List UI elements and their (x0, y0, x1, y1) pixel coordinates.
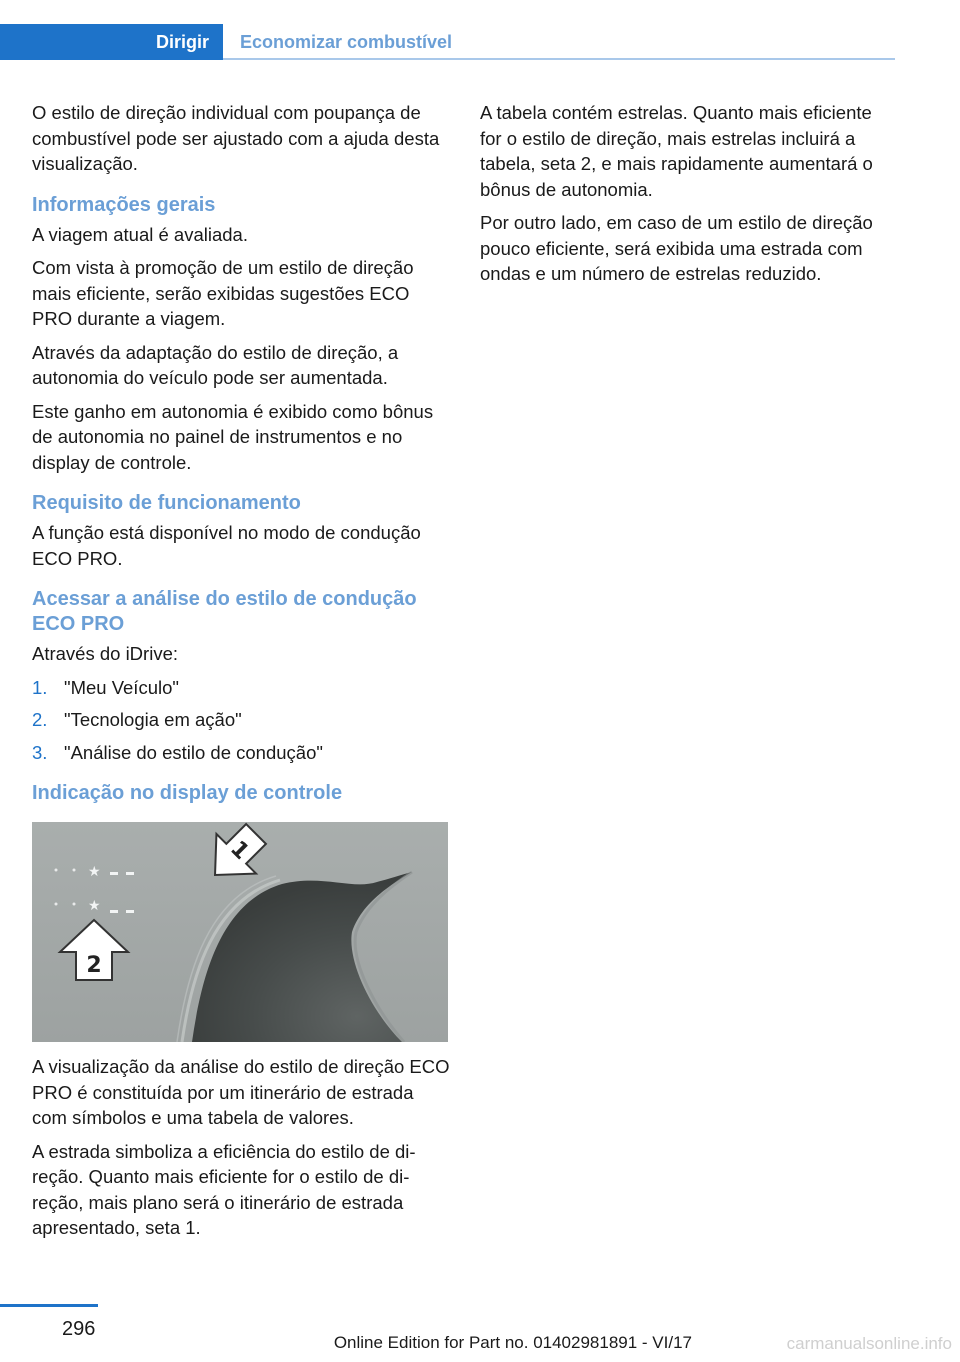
step-number: 3. (32, 741, 48, 763)
paragraph: A tabela contém estrelas. Quanto mais eficiente for o estilo de direção, mais estrelas incluirá a tabela, seta 2, e mais rapidamente aumentará o bônus de autonomia. (480, 102, 873, 200)
right-column (480, 100, 890, 295)
step-number: 1. (32, 676, 48, 698)
step-text: "Meu Veículo" (64, 676, 179, 698)
svg-text:★: ★ (88, 864, 101, 880)
page-header (0, 24, 895, 62)
list-item (32, 675, 450, 701)
section-label: Dirigir (155, 32, 209, 52)
step-text: "Análise do estilo de condução" (64, 741, 323, 763)
footer-rule (0, 1304, 98, 1307)
paragraph: Por outro lado, em caso de um estilo de direção pouco eficiente, será exibida uma estrada com ondas e um número de estrelas reduzido. (480, 212, 873, 284)
steps-list (32, 675, 450, 766)
page-number: 296 (62, 1318, 96, 1340)
eco-pro-display-figure (32, 822, 448, 1042)
intro-paragraph: O estilo de direção individual com poupança de combustível pode ser ajustado com a ajuda desta visualização. (32, 102, 440, 174)
heading-access: Acessar a análise do estilo de condução ECO PRO (32, 588, 417, 635)
paragraph: Este ganho em autonomia é exibido como bônus de autonomia no painel de instrumentos e no display de controle. (32, 400, 434, 473)
edition-note: Online Edition for Part no. 01402981891 - VI/17 (333, 1333, 692, 1352)
paragraph: Através da adaptação do estilo de direção, a autonomia do veículo pode ser aumentada. (32, 341, 399, 388)
svg-text:★: ★ (88, 898, 101, 914)
header-rule (223, 58, 895, 60)
heading-display: Indicação no display de controle (32, 782, 343, 804)
watermark: carmanualsonline.info (786, 1334, 952, 1353)
road-illustration (32, 822, 448, 1042)
list-item (32, 707, 450, 733)
paragraph: Através do iDrive: (32, 643, 178, 664)
paragraph: A estrada simboliza a eficiência do estilo de direção. Quanto mais eficiente for o estilo de direção, mais plano será o itinerário de estrada apresentado, seta 1. (32, 1140, 416, 1238)
paragraph: Com vista à promoção de um estilo de direção mais eficiente, serão exibidas sugestões ECO PRO durante a viagem. (32, 257, 414, 329)
arrow-1-label: 1 (225, 836, 254, 865)
left-column (32, 100, 450, 1249)
step-number: 2. (32, 709, 48, 730)
paragraph: A viagem atual é avaliada. (32, 223, 248, 245)
heading-general: Informações gerais (32, 193, 216, 216)
subsection-label: Economizar combustível (240, 32, 453, 52)
paragraph: A visualização da análise do estilo de direção ECO PRO é constituída por um itinerário de estrada com símbolos e uma tabela de valores. (32, 1056, 450, 1128)
section-tab (0, 24, 223, 60)
paragraph: A função está disponível no modo de condução ECO PRO. (32, 522, 421, 569)
heading-requirement: Requisito de funcionamento (32, 492, 301, 514)
arrow-2-label: 2 (86, 953, 102, 978)
list-item (32, 740, 450, 766)
step-text: "Tecnologia em ação" (64, 709, 242, 730)
